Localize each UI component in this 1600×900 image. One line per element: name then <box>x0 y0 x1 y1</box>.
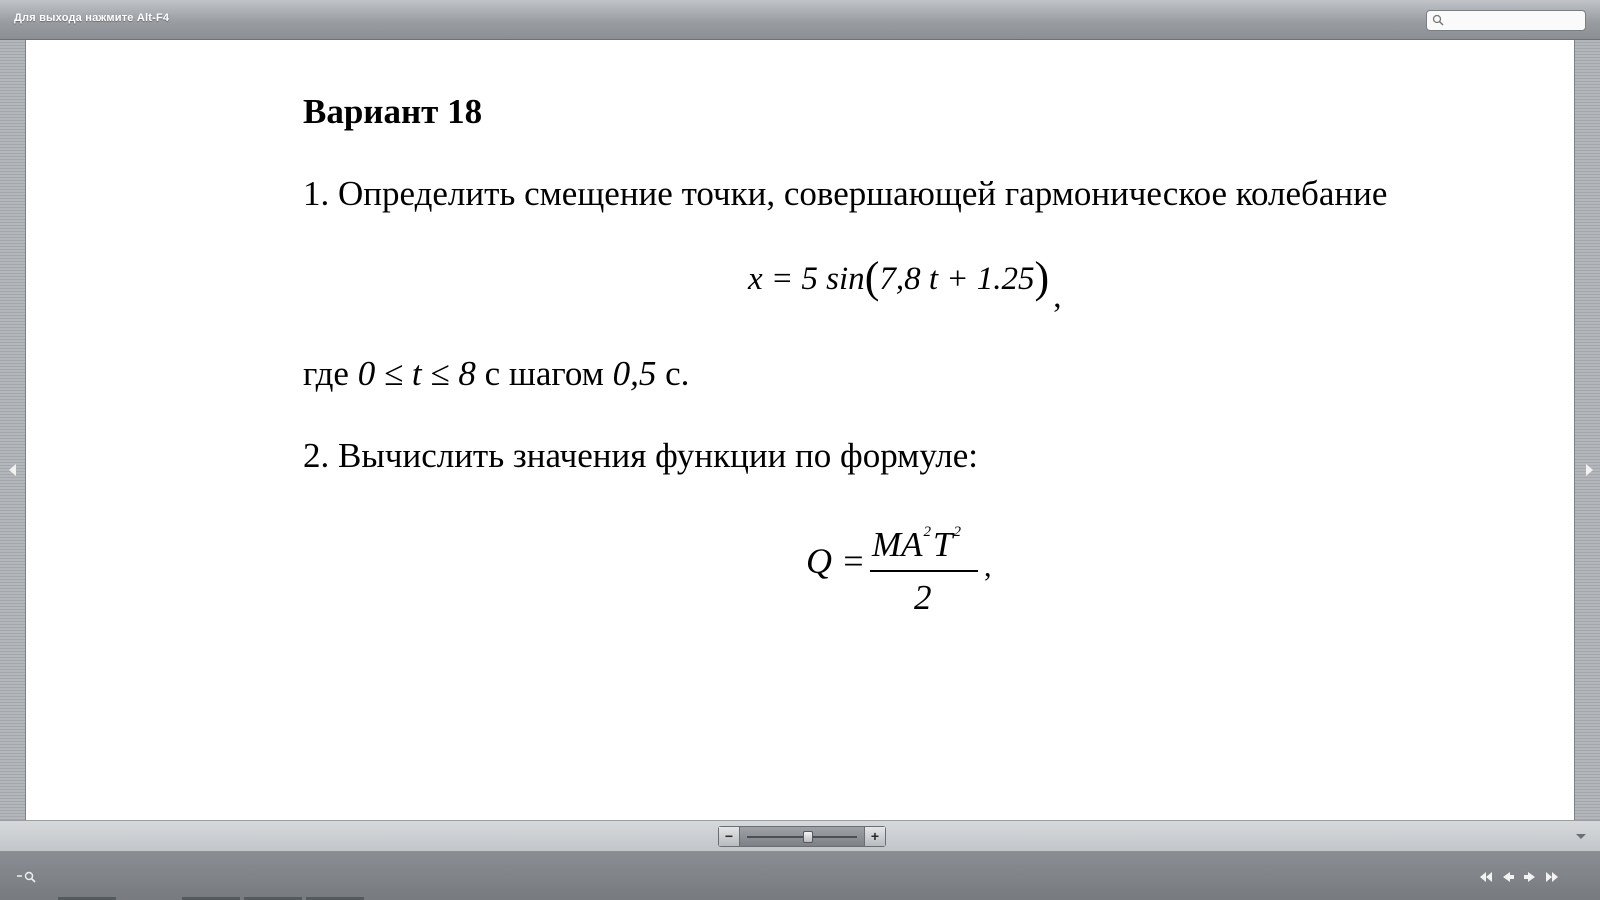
fraction-bar <box>870 570 978 572</box>
formula-lhs: x = 5 sin <box>748 261 865 297</box>
where-range: 0 ≤ t ≤ 8 <box>357 354 476 393</box>
where-prefix: где <box>303 354 358 393</box>
page-title: Вариант 18 <box>303 92 483 131</box>
formula-arg: 7,8 t + 1.25 <box>879 261 1035 297</box>
num-m: M <box>872 525 902 564</box>
task2-formula <box>806 524 1026 624</box>
zoom-plus-button[interactable]: + <box>864 827 885 846</box>
where-step-text: с шагом <box>475 354 613 393</box>
formula-q-numerator <box>872 524 963 565</box>
page-navigation <box>1478 870 1568 886</box>
formula-open-paren: ( <box>864 253 880 302</box>
bottom-bar <box>0 852 1600 900</box>
arrow-left-icon[interactable] <box>9 464 16 476</box>
task1-formula <box>748 252 1062 315</box>
search-icon <box>1432 14 1444 26</box>
zoom-control <box>718 826 886 847</box>
num-a: A <box>901 525 923 564</box>
next-icon[interactable] <box>1522 870 1538 884</box>
where-unit: с. <box>656 354 690 393</box>
zoom-toolbar <box>0 820 1600 852</box>
exit-hint: Для выхода нажмите Alt-F4 <box>14 12 170 24</box>
where-step-value: 0,5 <box>612 354 657 393</box>
task1-text: 1. Определить смещение точки, совершающей гармоническое колебание <box>303 174 1388 213</box>
zoom-slider-thumb[interactable] <box>803 831 813 843</box>
formula-q-lhs: Q = <box>806 541 866 581</box>
arrow-right-icon[interactable] <box>1586 464 1593 476</box>
task1-where <box>303 354 689 394</box>
title-bar <box>0 0 1600 40</box>
last-page-icon[interactable] <box>1544 870 1560 884</box>
chevron-down-icon[interactable] <box>1576 834 1586 839</box>
formula-trail: , <box>1053 279 1062 315</box>
previous-icon[interactable] <box>1500 870 1516 884</box>
formula-close-paren: ) <box>1034 253 1050 302</box>
num-t-exponent: 2 <box>953 524 962 540</box>
zoom-out-icon[interactable] <box>16 871 38 883</box>
formula-q-denominator: 2 <box>914 578 932 617</box>
formula-q-trail: , <box>984 550 992 583</box>
task2-text: 2. Вычислить значения функции по формуле: <box>303 436 979 475</box>
search-box[interactable] <box>1426 10 1586 31</box>
first-page-icon[interactable] <box>1478 870 1494 884</box>
prev-page-panel[interactable] <box>0 40 26 820</box>
num-t: T <box>933 525 953 564</box>
next-page-panel[interactable] <box>1574 40 1600 820</box>
search-input[interactable] <box>1447 13 1585 30</box>
document-page <box>26 40 1574 820</box>
num-a-exponent: 2 <box>923 524 932 540</box>
zoom-minus-button[interactable]: − <box>719 827 740 846</box>
